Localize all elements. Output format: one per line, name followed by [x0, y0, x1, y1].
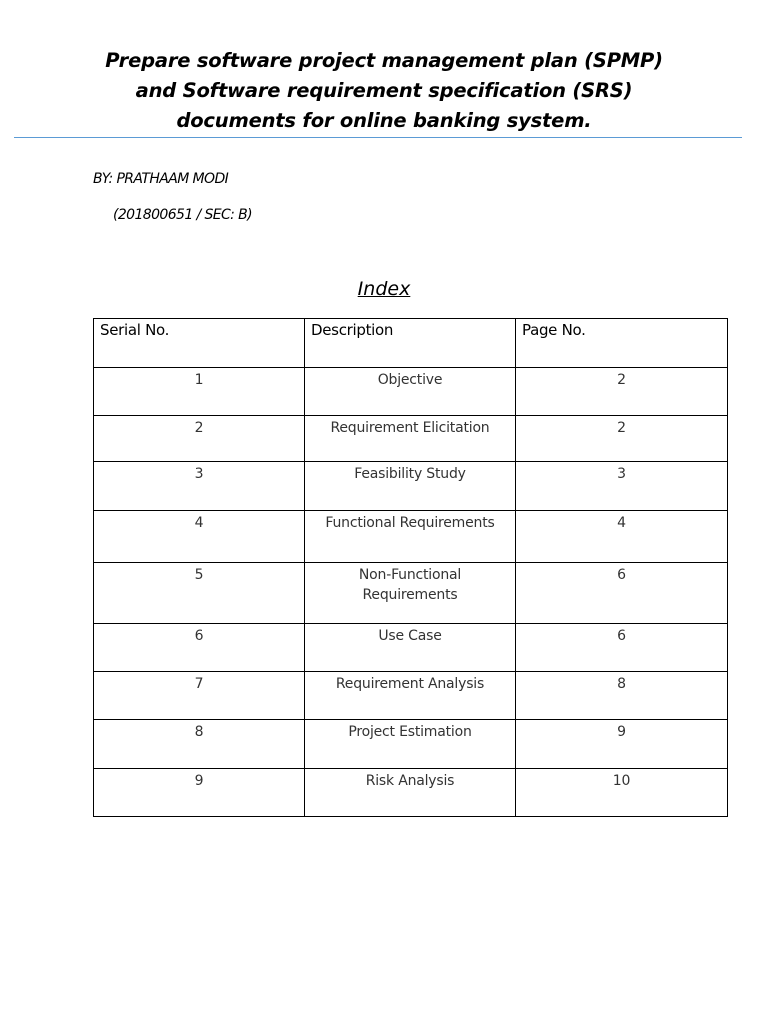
description-cell: Use Case	[305, 624, 516, 672]
description-cell: Objective	[305, 368, 516, 416]
serial-cell: 3	[94, 462, 305, 511]
serial-cell: 8	[94, 720, 305, 769]
table-row	[94, 720, 728, 769]
index-heading: Index	[357, 278, 411, 300]
serial-cell: 6	[94, 624, 305, 672]
title-line-2: and Software requirement specification (SRS)	[135, 79, 633, 102]
page-cell: 10	[516, 769, 728, 817]
description-cell: Non-Functional Requirements	[305, 563, 516, 624]
table-header-row	[94, 319, 728, 368]
index-table	[93, 318, 728, 817]
page-cell: 2	[516, 416, 728, 462]
serial-cell: 1	[94, 368, 305, 416]
description-cell: Requirement Elicitation	[305, 416, 516, 462]
description-cell: Project Estimation	[305, 720, 516, 769]
serial-cell: 7	[94, 672, 305, 720]
title-line-3: documents for online banking system.	[176, 109, 592, 132]
page-cell: 8	[516, 672, 728, 720]
table-row	[94, 462, 728, 511]
description-cell: Requirement Analysis	[305, 672, 516, 720]
page-cell: 3	[516, 462, 728, 511]
author-id-section: (201800651 / SEC: B)	[113, 207, 252, 223]
page-cell: 2	[516, 368, 728, 416]
page-cell: 4	[516, 511, 728, 563]
serial-cell: 9	[94, 769, 305, 817]
table-row	[94, 624, 728, 672]
column-header-page: Page No.	[516, 319, 728, 368]
serial-cell: 5	[94, 563, 305, 624]
serial-cell: 2	[94, 416, 305, 462]
author-name: BY: PRATHAAM MODI	[93, 171, 229, 187]
column-header-description: Description	[305, 319, 516, 368]
description-cell: Feasibility Study	[305, 462, 516, 511]
title-divider	[14, 137, 742, 138]
title-line-1: Prepare software project management plan (SPMP)	[105, 49, 663, 72]
table-row	[94, 416, 728, 462]
description-cell: Functional Requirements	[305, 511, 516, 563]
table-row	[94, 672, 728, 720]
document-title	[40, 46, 728, 136]
page-cell: 9	[516, 720, 728, 769]
table-row	[94, 368, 728, 416]
page-cell: 6	[516, 563, 728, 624]
column-header-serial: Serial No.	[94, 319, 305, 368]
serial-cell: 4	[94, 511, 305, 563]
page-cell: 6	[516, 624, 728, 672]
description-cell: Risk Analysis	[305, 769, 516, 817]
table-row	[94, 769, 728, 817]
table-row	[94, 563, 728, 624]
table-row	[94, 511, 728, 563]
